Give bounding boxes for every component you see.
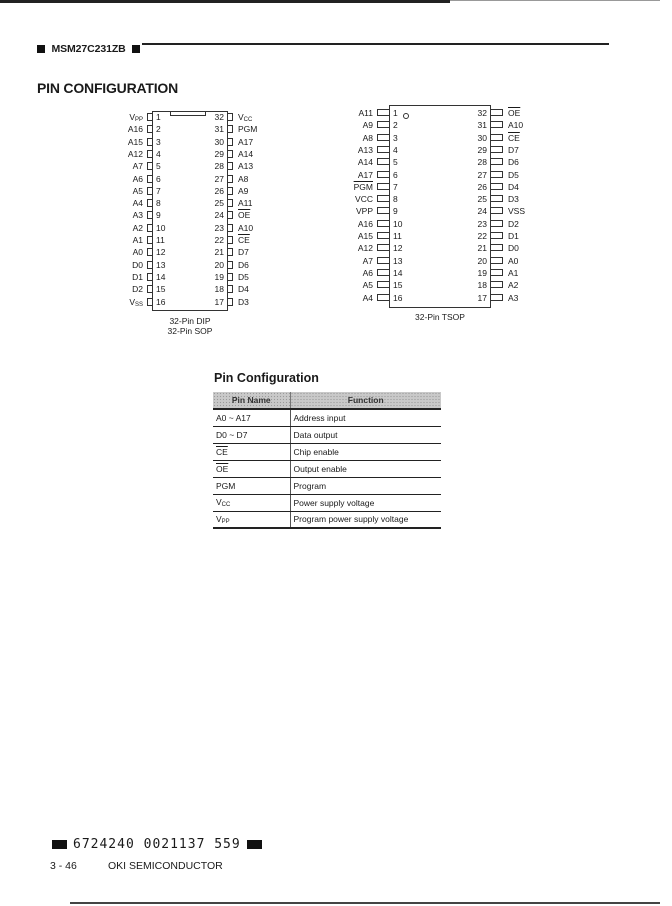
pin-number: 31	[477, 120, 487, 131]
pin-name: A16	[357, 218, 373, 229]
pin-number: 13	[156, 259, 166, 270]
pin-lead-icon	[490, 158, 503, 165]
pin-19	[110, 272, 290, 282]
sop-caption: 32-Pin SOP	[167, 326, 213, 336]
pin-name-cell	[213, 494, 290, 511]
pin-lead-icon	[227, 236, 233, 244]
pin-number: 26	[477, 181, 487, 192]
pin-number: 25	[214, 198, 224, 209]
pin-label	[238, 260, 290, 270]
pin-name: A0 ~ A17	[216, 412, 251, 423]
pin-label	[238, 198, 290, 208]
pin-name: A11	[358, 108, 373, 118]
pin-22	[340, 231, 540, 241]
pin-lead-icon	[490, 281, 503, 288]
square-bullet-icon	[132, 45, 140, 53]
page-header	[37, 40, 609, 54]
pin-name: D7	[238, 247, 249, 258]
pin-lead-icon	[490, 183, 503, 190]
pin-lead-icon	[227, 273, 233, 281]
pin-number: 20	[477, 255, 487, 266]
pin-number: 23	[214, 222, 224, 233]
pin-name: D1	[132, 271, 143, 282]
pin-lead-icon	[490, 207, 503, 214]
pin-number: 3	[393, 132, 398, 143]
function-cell: Power supply voltage	[290, 494, 441, 511]
pin-31	[110, 124, 290, 134]
pin-number: 26	[214, 185, 224, 196]
pin-label	[508, 108, 540, 118]
pin-name: D2	[508, 218, 519, 229]
pin-label	[508, 268, 540, 278]
pin-label	[508, 206, 540, 216]
pin-name: A5	[362, 280, 373, 291]
pin-lead-icon	[227, 113, 233, 121]
pin-name: A6	[362, 267, 373, 278]
pin-label	[508, 243, 540, 253]
pin-number: 8	[156, 198, 161, 209]
pin-name: A12	[127, 148, 143, 159]
pin-number: 14	[393, 267, 403, 278]
pin-number: 12	[393, 243, 403, 254]
pin-name: A0	[132, 247, 143, 258]
pin-number: 6	[156, 173, 161, 184]
pin-19	[340, 268, 540, 278]
pin-name: $\overline{OE}$	[238, 210, 251, 221]
pin-lead-icon	[490, 109, 503, 116]
pin-label	[508, 194, 540, 204]
pin-lead-icon	[490, 220, 503, 227]
pin-name: A17	[238, 136, 254, 147]
table-row	[213, 426, 441, 443]
pin-name: A3	[132, 210, 143, 221]
pin-number: 16	[156, 296, 166, 307]
pin-label	[238, 210, 290, 220]
pin-lead-icon	[227, 261, 233, 269]
pin-lead-icon	[227, 150, 233, 158]
pin-number: 24	[477, 206, 487, 217]
pin-label	[508, 256, 540, 266]
pin-lead-icon	[227, 285, 233, 293]
pin-label	[238, 161, 290, 171]
square-bullet-icon	[37, 45, 45, 53]
pin-number: 9	[156, 210, 161, 221]
pin-name: A7	[132, 161, 143, 172]
pin-number: 1	[156, 112, 161, 122]
pin-name: V	[129, 296, 135, 307]
pin-label	[238, 137, 290, 147]
pin-30	[340, 133, 540, 143]
pin-name: A5	[132, 185, 143, 196]
pin-name: $\overline{OE}$	[508, 108, 521, 118]
pin-number: 13	[393, 255, 403, 266]
pin-label	[508, 219, 540, 229]
pin-number: 27	[477, 169, 487, 180]
pin-number: 5	[393, 157, 398, 168]
pin-lead-icon	[490, 195, 503, 202]
pin-label	[508, 157, 540, 167]
pin-label	[238, 112, 290, 125]
pin-label	[238, 297, 290, 307]
pin-number: 24	[214, 210, 224, 221]
pin-label	[508, 280, 540, 290]
pin-label	[238, 272, 290, 282]
pin-name: A15	[127, 136, 143, 147]
pin-name: $\overline{CE}$	[508, 132, 520, 143]
pin-name: D4	[508, 181, 519, 192]
pin-label	[508, 145, 540, 155]
pin-name: D0	[132, 259, 143, 270]
part-number: MSM27C231ZB	[51, 42, 126, 55]
pin-name: A11	[238, 198, 253, 209]
pin-name: A4	[132, 198, 143, 209]
pin-29	[110, 149, 290, 159]
pin-name-cell	[213, 426, 290, 443]
function-cell: Address input	[290, 409, 441, 426]
pin-name: D6	[238, 259, 249, 270]
pin-number: 29	[214, 148, 224, 159]
pin-name: A13	[238, 161, 254, 172]
pin-name: PGM	[238, 124, 258, 135]
pin-lead-icon	[490, 146, 503, 153]
pin-28	[110, 161, 290, 171]
pin-table-title: Pin Configuration	[214, 371, 319, 385]
pin-27	[340, 170, 540, 180]
pin-lead-icon	[227, 248, 233, 256]
pin-number: 2	[393, 120, 398, 131]
pin-lead-icon	[227, 175, 233, 183]
pin-lead-icon	[227, 187, 233, 195]
pin-name-cell	[213, 511, 290, 528]
function-cell: Program	[290, 477, 441, 494]
pin-lead-icon	[490, 232, 503, 239]
pin-name: A4	[362, 292, 373, 303]
pin-name: D1	[508, 231, 519, 241]
pin-name: A1	[132, 235, 143, 245]
pin-number: 10	[156, 222, 166, 233]
pin-label	[238, 223, 290, 233]
pin-label	[238, 186, 290, 196]
tsop-caption: 32-Pin TSOP	[415, 312, 465, 322]
pin-name: D5	[508, 169, 519, 180]
pin-20	[340, 256, 540, 266]
pin-27	[110, 174, 290, 184]
scan-edge-bottom	[70, 902, 660, 904]
pin-number: 23	[477, 218, 487, 229]
pin-number: 21	[477, 243, 487, 254]
pin-number: 18	[214, 284, 224, 295]
pin-number: 32	[214, 112, 224, 122]
pin-number: 15	[393, 280, 403, 291]
scan-edge-top-right	[450, 0, 660, 1]
company-name: OKI SEMICONDUCTOR	[108, 860, 223, 872]
table-row	[213, 511, 441, 528]
pin-name-subscript: PP	[221, 518, 230, 525]
pin-number: 11	[156, 235, 165, 245]
table-row	[213, 477, 441, 494]
pin-name: A13	[357, 144, 373, 155]
pin-number: 3	[156, 136, 161, 147]
pin-label	[508, 231, 540, 241]
pin-name: A14	[357, 157, 373, 168]
function-cell: Data output	[290, 426, 441, 443]
pin-number: 12	[156, 247, 166, 258]
pin-label	[238, 284, 290, 294]
pin-name: A10	[508, 120, 524, 131]
pin-name: V	[129, 112, 135, 122]
footer-barcode	[52, 837, 262, 852]
pin-name: VSS	[508, 206, 526, 217]
pin-number: 29	[477, 144, 487, 155]
pin-25	[340, 194, 540, 204]
pin-name: D0	[508, 243, 519, 254]
pin-lead-icon	[490, 244, 503, 251]
pin-label	[238, 235, 290, 245]
pin-number: 20	[214, 259, 224, 270]
pin-name: A2	[508, 280, 519, 291]
pin-table	[213, 392, 441, 529]
pin-name: D5	[238, 271, 249, 282]
pin-number: 19	[214, 271, 224, 282]
pin-lead-icon	[227, 162, 233, 170]
pin-18	[340, 280, 540, 290]
pin-name: A17	[357, 169, 373, 180]
pin-24	[110, 210, 290, 220]
header-function: Function	[290, 392, 441, 409]
pin-28	[340, 157, 540, 167]
pin-lead-icon	[490, 294, 503, 301]
pin-29	[340, 145, 540, 155]
pin-number: 25	[477, 194, 487, 205]
pin-number: 4	[156, 148, 161, 159]
function-cell: Chip enable	[290, 443, 441, 460]
pin-lead-icon	[490, 269, 503, 276]
pin-name-cell	[213, 409, 290, 426]
pin-number: 2	[156, 124, 161, 135]
pin-name: V	[238, 112, 244, 122]
pin-21	[340, 243, 540, 253]
pin-number: 19	[477, 267, 487, 278]
pin-22	[110, 235, 290, 245]
pin-number: 7	[393, 181, 398, 192]
pin-name: D0 ~ D7	[216, 429, 248, 440]
section-title: PIN CONFIGURATION	[37, 80, 179, 96]
pin-name: D2	[132, 284, 143, 295]
pin-label	[238, 174, 290, 184]
header-rule	[142, 43, 609, 45]
pin-name-subscript: PP	[134, 117, 143, 123]
black-block-icon	[247, 840, 262, 849]
pin-30	[110, 137, 290, 147]
pin-name: D6	[508, 157, 519, 168]
pin-name: A0	[508, 255, 519, 266]
pin-number: 7	[156, 185, 161, 196]
pin-name: VPP	[355, 206, 373, 217]
pin-25	[110, 198, 290, 208]
pin-name-subscript: CC	[243, 117, 253, 123]
pin-label	[238, 124, 290, 134]
pin-name: A10	[238, 222, 254, 233]
pin-lead-icon	[227, 298, 233, 306]
pin-name: D4	[238, 284, 249, 295]
pin-31	[340, 120, 540, 130]
pin-name: $\overline{OE}$	[216, 463, 229, 474]
pin-name: V	[216, 497, 222, 507]
pin-number: 32	[477, 108, 487, 118]
pin-name: D7	[508, 144, 519, 155]
pin-name: A1	[508, 267, 519, 278]
pin-label	[238, 247, 290, 257]
pin-label	[238, 149, 290, 159]
pin-number: 21	[214, 247, 224, 258]
pin-number: 8	[393, 194, 398, 205]
pin-32	[340, 108, 540, 118]
pin-name: $\overline{PGM}$	[353, 181, 373, 192]
pin-23	[110, 223, 290, 233]
pin-number: 27	[214, 173, 224, 184]
pin-name: A14	[238, 148, 254, 159]
pin-number: 22	[477, 231, 487, 241]
barcode-text: 6724240 0021137 559	[73, 837, 241, 852]
pin-lead-icon	[227, 224, 233, 232]
pin-name: A2	[132, 222, 143, 233]
table-row	[213, 409, 441, 426]
table-row	[213, 460, 441, 477]
pin-32	[110, 112, 290, 122]
pin-name: A15	[357, 231, 373, 241]
header-pin-name: Pin Name	[213, 392, 290, 409]
pin-name-cell	[213, 460, 290, 477]
pin-lead-icon	[490, 134, 503, 141]
pin-label	[508, 120, 540, 130]
pin-number: 11	[393, 231, 402, 241]
pin-number: 15	[156, 284, 166, 295]
pin-number: 4	[393, 144, 398, 155]
pin-name: A9	[362, 120, 373, 131]
pin-number: 22	[214, 235, 224, 245]
pin-name: A9	[238, 185, 249, 196]
pin-name: D3	[238, 296, 249, 307]
pin-number: 14	[156, 271, 166, 282]
function-cell: Output enable	[290, 460, 441, 477]
table-row	[213, 443, 441, 460]
pin-number: 1	[393, 108, 398, 118]
pin-label	[508, 170, 540, 180]
pin-number: 16	[393, 292, 403, 303]
pin-name: D3	[508, 194, 519, 205]
black-block-icon	[52, 840, 67, 849]
tsop-diagram	[340, 100, 540, 325]
pin-name: A7	[362, 255, 373, 266]
pin-lead-icon	[227, 125, 233, 133]
pin-name: A8	[362, 132, 373, 143]
pin-number: 30	[214, 136, 224, 147]
pin-number: 9	[393, 206, 398, 217]
pin-name-subscript: SS	[134, 301, 143, 308]
pin-name: A6	[132, 173, 143, 184]
pin-number: 6	[393, 169, 398, 180]
pin-name: PGM	[216, 480, 236, 491]
dip-diagram	[110, 105, 290, 340]
dip-caption: 32-Pin DIP	[169, 316, 211, 326]
pin-21	[110, 247, 290, 257]
pin-lead-icon	[490, 257, 503, 264]
pin-number: 5	[156, 161, 161, 172]
pin-26	[340, 182, 540, 192]
pin-lead-icon	[227, 199, 233, 207]
pin-name: VCC	[355, 194, 373, 205]
pin-26	[110, 186, 290, 196]
function-cell: Program power supply voltage	[290, 511, 441, 528]
pin-label	[508, 293, 540, 303]
pin-name: $\overline{CE}$	[238, 235, 250, 245]
pin-23	[340, 219, 540, 229]
pin-name: V	[216, 513, 222, 524]
pin-name-cell	[213, 477, 290, 494]
pin-lead-icon	[227, 211, 233, 219]
pin-number: 17	[477, 292, 487, 303]
pin-24	[340, 206, 540, 216]
pin-20	[110, 260, 290, 270]
pin-number: 17	[214, 296, 224, 307]
pin-number: 30	[477, 132, 487, 143]
pin-number: 10	[393, 218, 403, 229]
pin-name-subscript: CC	[221, 502, 231, 508]
pin-lead-icon	[490, 121, 503, 128]
page-number: 3 - 46	[50, 860, 77, 872]
pin-17	[340, 293, 540, 303]
pin-number: 28	[477, 157, 487, 168]
pin-17	[110, 297, 290, 307]
pin-label	[508, 182, 540, 192]
pin-number: 31	[214, 124, 224, 135]
pin-name: A8	[238, 173, 249, 184]
pin-name: A3	[508, 292, 519, 303]
pin-name-cell	[213, 443, 290, 460]
table-header-row	[213, 392, 441, 409]
table-row	[213, 494, 441, 511]
pin-name: A16	[127, 124, 143, 135]
pin-name: A12	[357, 243, 373, 254]
pin-18	[110, 284, 290, 294]
pin-name: $\overline{CE}$	[216, 446, 228, 457]
pin-lead-icon	[490, 171, 503, 178]
pin-lead-icon	[227, 138, 233, 146]
scan-edge-top	[0, 0, 450, 3]
pin-number: 28	[214, 161, 224, 172]
pin-label	[508, 133, 540, 143]
pin-number: 18	[477, 280, 487, 291]
